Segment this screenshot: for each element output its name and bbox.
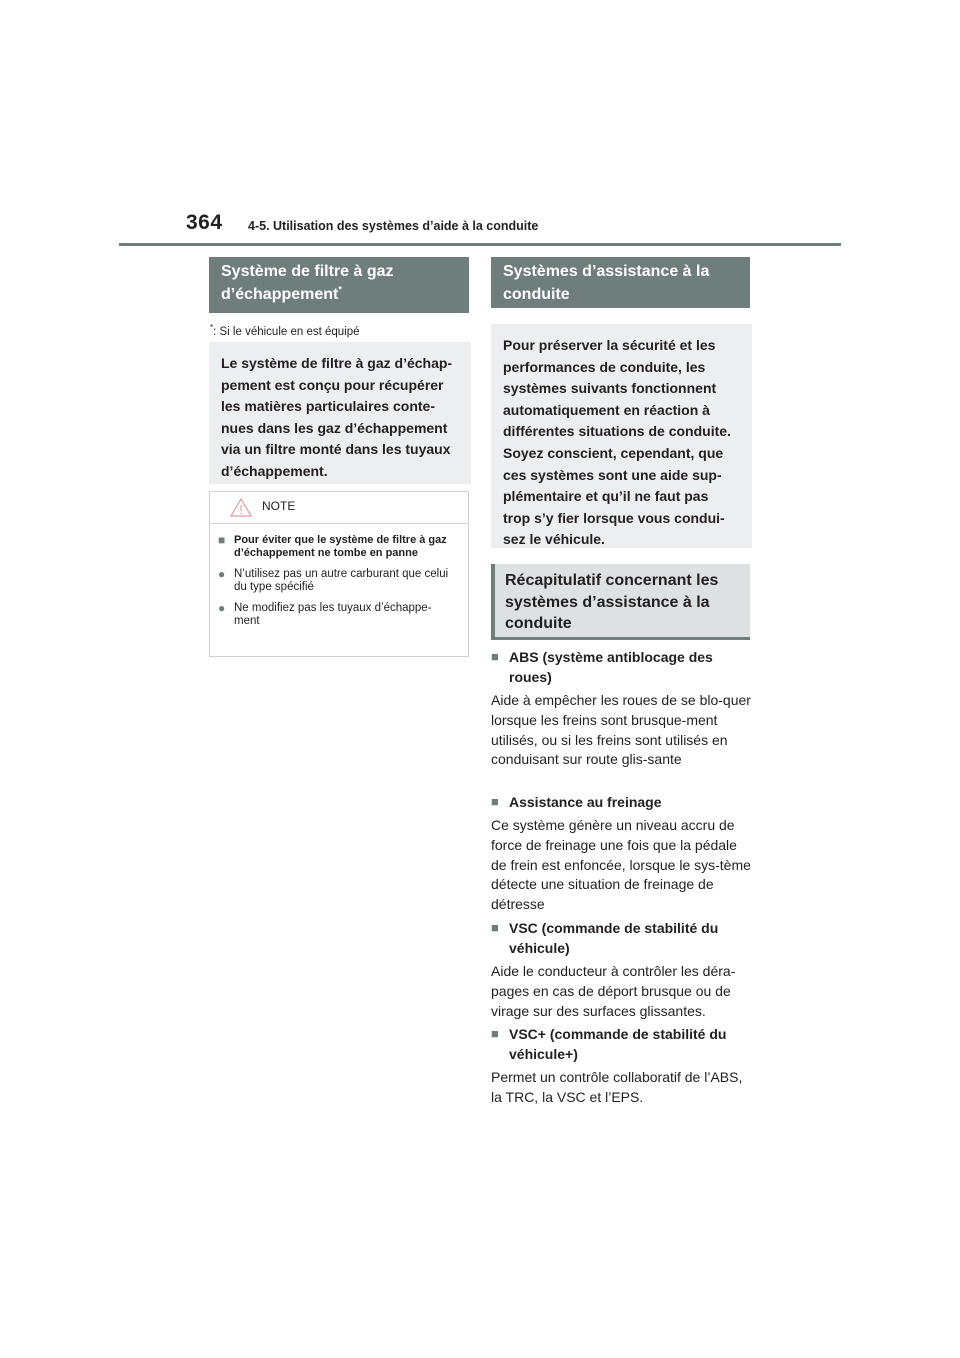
intro-line: d’échappement. [221,462,328,479]
intro-line: nues dans les gaz d’échappement [221,419,448,436]
subsection-title-summary: Récapitulatif concernant les systèmes d’assistance à la conduite [491,564,750,640]
note-label: NOTE [262,499,296,513]
circle-bullet-icon: ● [218,566,226,581]
section-title-line2: d’échappement* [221,284,342,303]
feature-description: Ce système génère un niveau accru de force de freinage une fois que la pédale de frein est enfoncée, lorsque le sys-tème détecte une situation de freinage de détresse [491,817,751,913]
intro-line: ces systèmes sont une aide sup- [503,466,722,483]
note-header [210,492,468,524]
intro-line: différentes situations de conduite. [503,423,731,440]
intro-line: trop s’y fier lorsque vous condui- [503,509,725,526]
square-bullet-icon: ■ [491,920,499,935]
note-box [209,491,469,657]
feature-title: ■ VSC (commande de stabilité du véhicule) [491,920,719,956]
feature-description: Permet un contrôle collaboratif de l’ABS, la TRC, la VSC et l’EPS. [491,1069,743,1105]
feature-vsc [491,918,753,1021]
square-bullet-icon: ■ [491,649,499,664]
intro-line: plémentaire et qu’il ne faut pas [503,488,709,505]
warning-triangle-icon [230,498,252,522]
note-body [210,524,468,628]
section-title-line1: Système de filtre à gaz [221,263,394,280]
circle-bullet-icon: ● [218,600,226,615]
footnote: *: Si le véhicule en est équipé [210,323,360,338]
header-divider [119,243,841,246]
note-item: ● Ne modifiez pas les tuyaux d’échappe-ment [218,600,432,628]
intro-line: systèmes suivants fonctionnent [503,380,717,397]
square-bullet-icon: ■ [491,794,499,809]
intro-line: via un filtre monté dans les tuyaux [221,441,451,458]
section-title-driving-assist: Systèmes d’assistance à la conduite [491,257,750,308]
feature-description: Aide à empêcher les roues de se blo-quer lorsque les freins sont brusque-ment utilisés, ou si les freins sont utilisés en conduisant sur route glis-sante [491,692,751,768]
footnote-marker: * [210,323,214,332]
feature-title: ■ Assistance au freinage [491,794,662,810]
section-title-exhaust-filter [209,257,469,313]
intro-line: sez le véhicule. [503,531,605,548]
intro-line: Pour préserver la sécurité et les [503,337,716,353]
driving-assist-intro [491,324,752,548]
feature-title: ■ ABS (système antiblocage des roues) [491,649,713,685]
intro-line: Le système de filtre à gaz d’échap- [221,355,453,371]
page-number: 364 [186,211,223,234]
intro-line: performances de conduite, les [503,358,706,375]
intro-line: automatiquement en réaction à [503,401,710,418]
intro-line: pement est conçu pour récupérer [221,376,444,393]
note-item: ● N’utilisez pas un autre carburant que celui du type spécifié [218,566,449,594]
exhaust-filter-intro [209,342,471,484]
square-bullet-icon: ■ [491,1026,499,1041]
square-bullet-icon: ■ [218,533,226,547]
feature-title: ■ VSC+ (commande de stabilité du véhicule+) [491,1026,727,1062]
feature-description: Aide le conducteur à contrôler les déra-pages en cas de déport brusque ou de virage sur des surfaces glissantes. [491,963,736,1019]
title-footnote-marker: * [338,284,342,295]
feature-vsc-plus [491,1024,753,1108]
feature-abs [491,647,753,770]
intro-line: Soyez conscient, cependant, que [503,444,724,461]
chapter-title: 4-5. Utilisation des systèmes d’aide à la conduite [248,219,539,233]
note-heading: ■ Pour éviter que le système de filtre à gaz d’échappement ne tombe en panne [218,533,447,560]
feature-brake-assist [491,792,753,915]
intro-line: les matières particulaires conte- [221,398,435,415]
